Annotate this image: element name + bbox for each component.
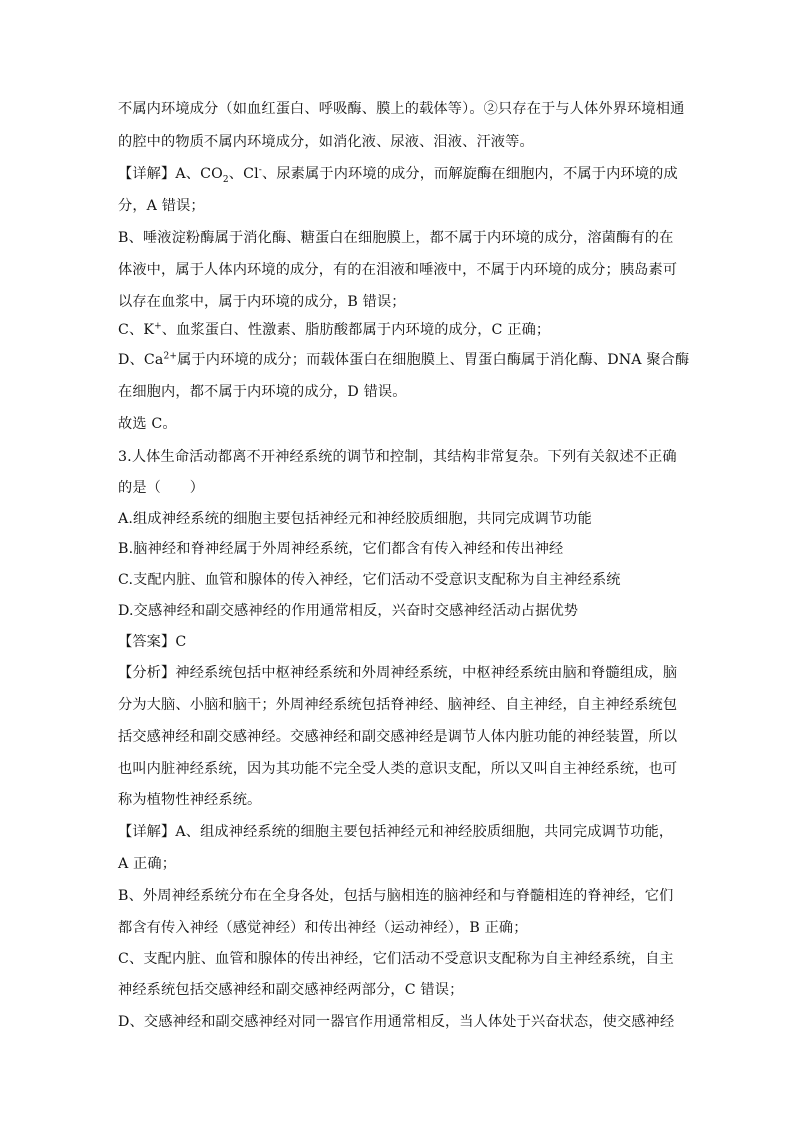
text-line: 体液中，属于人体内环境的成分，有的在泪液和唾液中，不属于内环境的成分；胰岛素可 <box>118 262 678 278</box>
text-line <box>118 320 688 340</box>
superscript: 2+ <box>163 351 178 362</box>
option-c: C.支配内脏、血管和腺体的传入神经，它们活动不受意识支配称为自主神经系统 <box>118 572 621 588</box>
text-fragment: 、Cl <box>228 166 259 182</box>
text-line: B、外周神经系统分布在全身各处，包括与脑相连的脑神经和与脊髓相连的脊神经，它们 <box>118 888 674 904</box>
text-line: 以存在血浆中，属于内环境的成分，B 错误； <box>118 294 406 310</box>
text-line <box>118 164 688 184</box>
text-line: 括交感神经和副交感神经。交感神经和副交感神经是调节人体内脏功能的神经装置，所以 <box>118 729 678 745</box>
text-fragment: C、K <box>118 322 155 338</box>
text-line: A 正确； <box>118 856 177 872</box>
text-line: C、支配内脏、血管和腺体的传出神经，它们活动不受意识支配称为自主神经系统，自主 <box>118 951 674 967</box>
text-fragment: D、Ca <box>118 352 164 368</box>
subscript: 2 <box>222 174 229 185</box>
text-line <box>118 350 688 370</box>
superscript: + <box>154 321 162 332</box>
option-a: A.组成神经系统的细胞主要包括神经元和神经胶质细胞，共同完成调节功能 <box>118 511 592 527</box>
text-line: 也叫内脏神经系统，因为其功能不完全受人类的意识支配，所以又叫自主神经系统，也可 <box>118 761 678 777</box>
question-stem: 3.人体生命活动都离不开神经系统的调节和控制，其结构非常复杂。下列有关叙述不正确 <box>118 449 677 465</box>
text-line: 【分析】神经系统包括中枢神经系统和外周神经系统，中枢神经系统由脑和脊髓组成，脑 <box>118 665 678 681</box>
text-line: D、交感神经和副交感神经对同一器官作用通常相反，当人体处于兴奋状态，使交感神经 <box>118 1014 675 1030</box>
question-stem: 的是（ ） <box>118 480 205 496</box>
superscript: - <box>258 165 262 176</box>
text-line: 称为植物性神经系统。 <box>118 792 262 808</box>
text-line: 故选 C。 <box>118 416 177 432</box>
answer-line: 【答案】C <box>118 634 187 650</box>
option-b: B.脑神经和脊神经属于外周神经系统，它们都含有传入神经和传出神经 <box>118 541 564 557</box>
text-fragment: 、血浆蛋白、性激素、脂肪酸都属于内环境的成分，C 正确； <box>161 322 551 338</box>
text-line: 的腔中的物质不属内环境成分，如消化液、尿液、泪液、汗液等。 <box>118 134 534 150</box>
text-line: 神经系统包括交感神经和副交感神经两部分，C 错误； <box>118 982 464 998</box>
text-line: 分，A 错误； <box>118 198 205 214</box>
text-line: 分为大脑、小脑和脑干；外周神经系统包括脊神经、脑神经、自主神经，自主神经系统包 <box>118 697 678 713</box>
text-fragment: 、尿素属于内环境的成分，而解旋酶在细胞内，不属于内环境的成 <box>262 166 678 182</box>
text-line: 都含有传入神经（感觉神经）和传出神经（运动神经），B 正确； <box>118 920 528 936</box>
option-d: D.交感神经和副交感神经的作用通常相反，兴奋时交感神经活动占据优势 <box>118 603 579 619</box>
text-fragment: 【详解】A、CO <box>118 166 223 182</box>
text-line: B、唾液淀粉酶属于消化酶、糖蛋白在细胞膜上，都不属于内环境的成分，溶菌酶有的在 <box>118 230 674 246</box>
text-line: 【详解】A、组成神经系统的细胞主要包括神经元和神经胶质细胞，共同完成调节功能， <box>118 824 674 840</box>
text-line: 不属内环境成分（如血红蛋白、呼吸酶、膜上的载体等）。②只存在于与人体外界环境相通 <box>118 101 685 117</box>
text-line: 在细胞内，都不属于内环境的成分，D 错误。 <box>118 384 407 400</box>
text-fragment: 属于内环境的成分；而载体蛋白在细胞膜上、胃蛋白酶属于消化酶、DNA 聚合酶 <box>177 352 690 368</box>
